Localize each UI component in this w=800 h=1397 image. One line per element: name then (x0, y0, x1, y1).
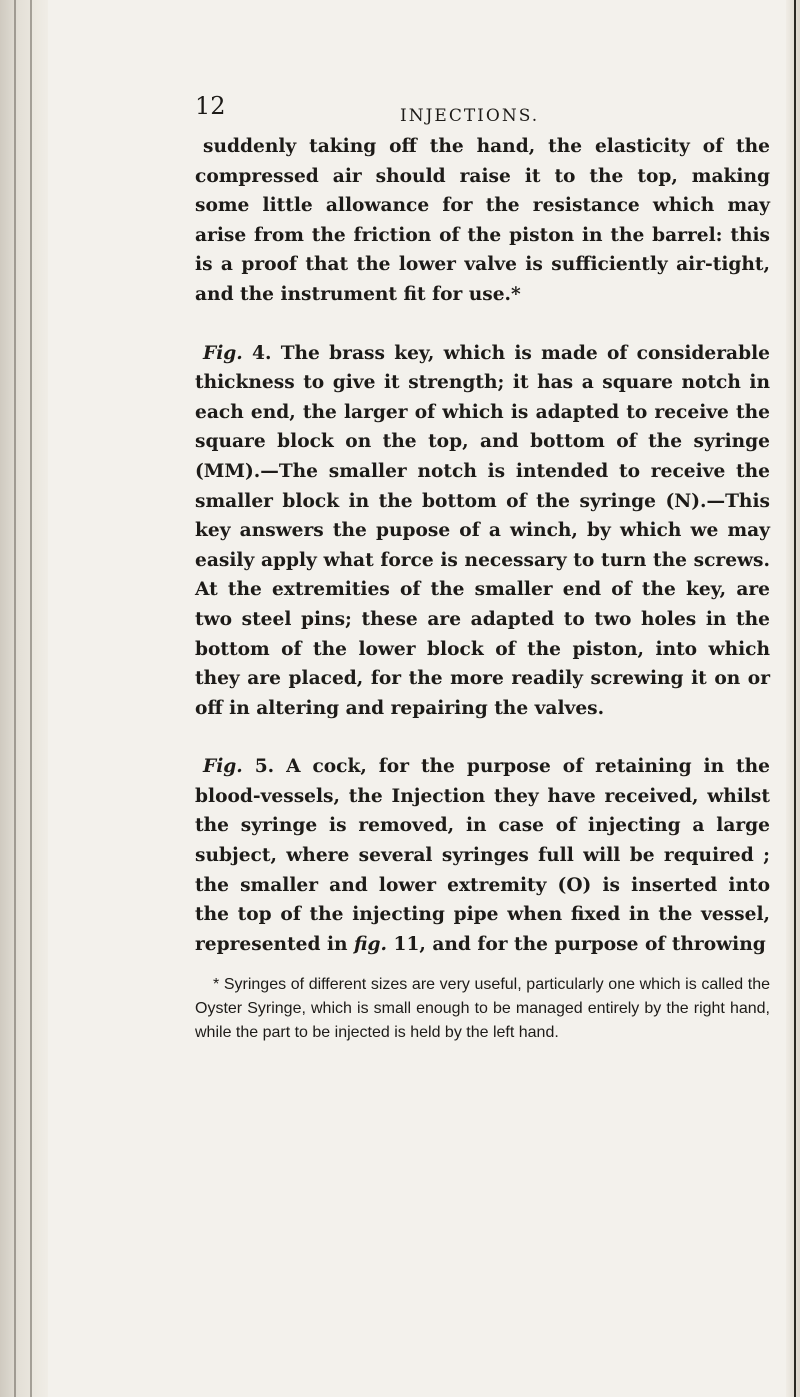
footnote (195, 973, 770, 1045)
fig-label: Fig. (203, 342, 243, 364)
running-head (195, 92, 770, 132)
paragraph-text: The brass key, which is made of considerable thickness to give it strength; it has a square notch in each end, the larger of which is adapted to receive the square block on the top, and bottom of the syringe (MM).—The smaller notch is intended to receive the smaller block in the bottom of the syringe (N).—This key answers the pupose of a winch, by which we may easily apply what force is necessary to turn the screws. At the extremities of the smaller end of the key, are two steel pins; these are adapted to two holes in the bottom of the lower block of the piston, into which they are placed, for the more readily screwing it on or off in altering and repairing the valves. (195, 342, 770, 719)
binding-line (30, 0, 32, 1397)
footnote-text: * Syringes of different sizes are very useful, particularly one which is called the Oyster Syringe, which is small enough to be managed entirely by the right hand, while the part to be injected is held by the left hand. (195, 976, 770, 1042)
page-number: 12 (195, 92, 226, 120)
paragraph-continuation (195, 132, 770, 310)
fig-label: Fig. (203, 756, 243, 778)
paragraph-fig-4 (195, 339, 770, 724)
binding-gutter (0, 0, 48, 1397)
paragraph-text-end: 11, and for the purpose of throwing (393, 933, 766, 955)
fig-number: 4. (252, 342, 272, 364)
page-edge (786, 0, 800, 1397)
fig-number: 5. (254, 756, 275, 778)
binding-line (14, 0, 16, 1397)
running-title: INJECTIONS. (400, 106, 540, 126)
paragraph-fig-5 (195, 752, 770, 959)
page-edge-line (794, 0, 796, 1397)
paragraph-text: suddenly taking off the hand, the elasticity of the compressed air should raise it to the top, making some little allowance for the resistance which may arise from the friction of the piston in the barrel: this is a proof that the lower valve is sufficiently air-tight, and the instrument fit for use.* (195, 136, 770, 305)
book-page (195, 92, 770, 1061)
inline-fig-reference: fig. (354, 933, 388, 955)
paragraph-text: A cock, for the purpose of retaining in the blood-vessels, the Injection they have received, whilst the syringe is removed, in case of injecting a large subject, where several syringes full will be required ; the smaller and lower extremity (O) is inserted into the top of the injecting pipe when fixed in the vessel, represented in (195, 756, 770, 955)
